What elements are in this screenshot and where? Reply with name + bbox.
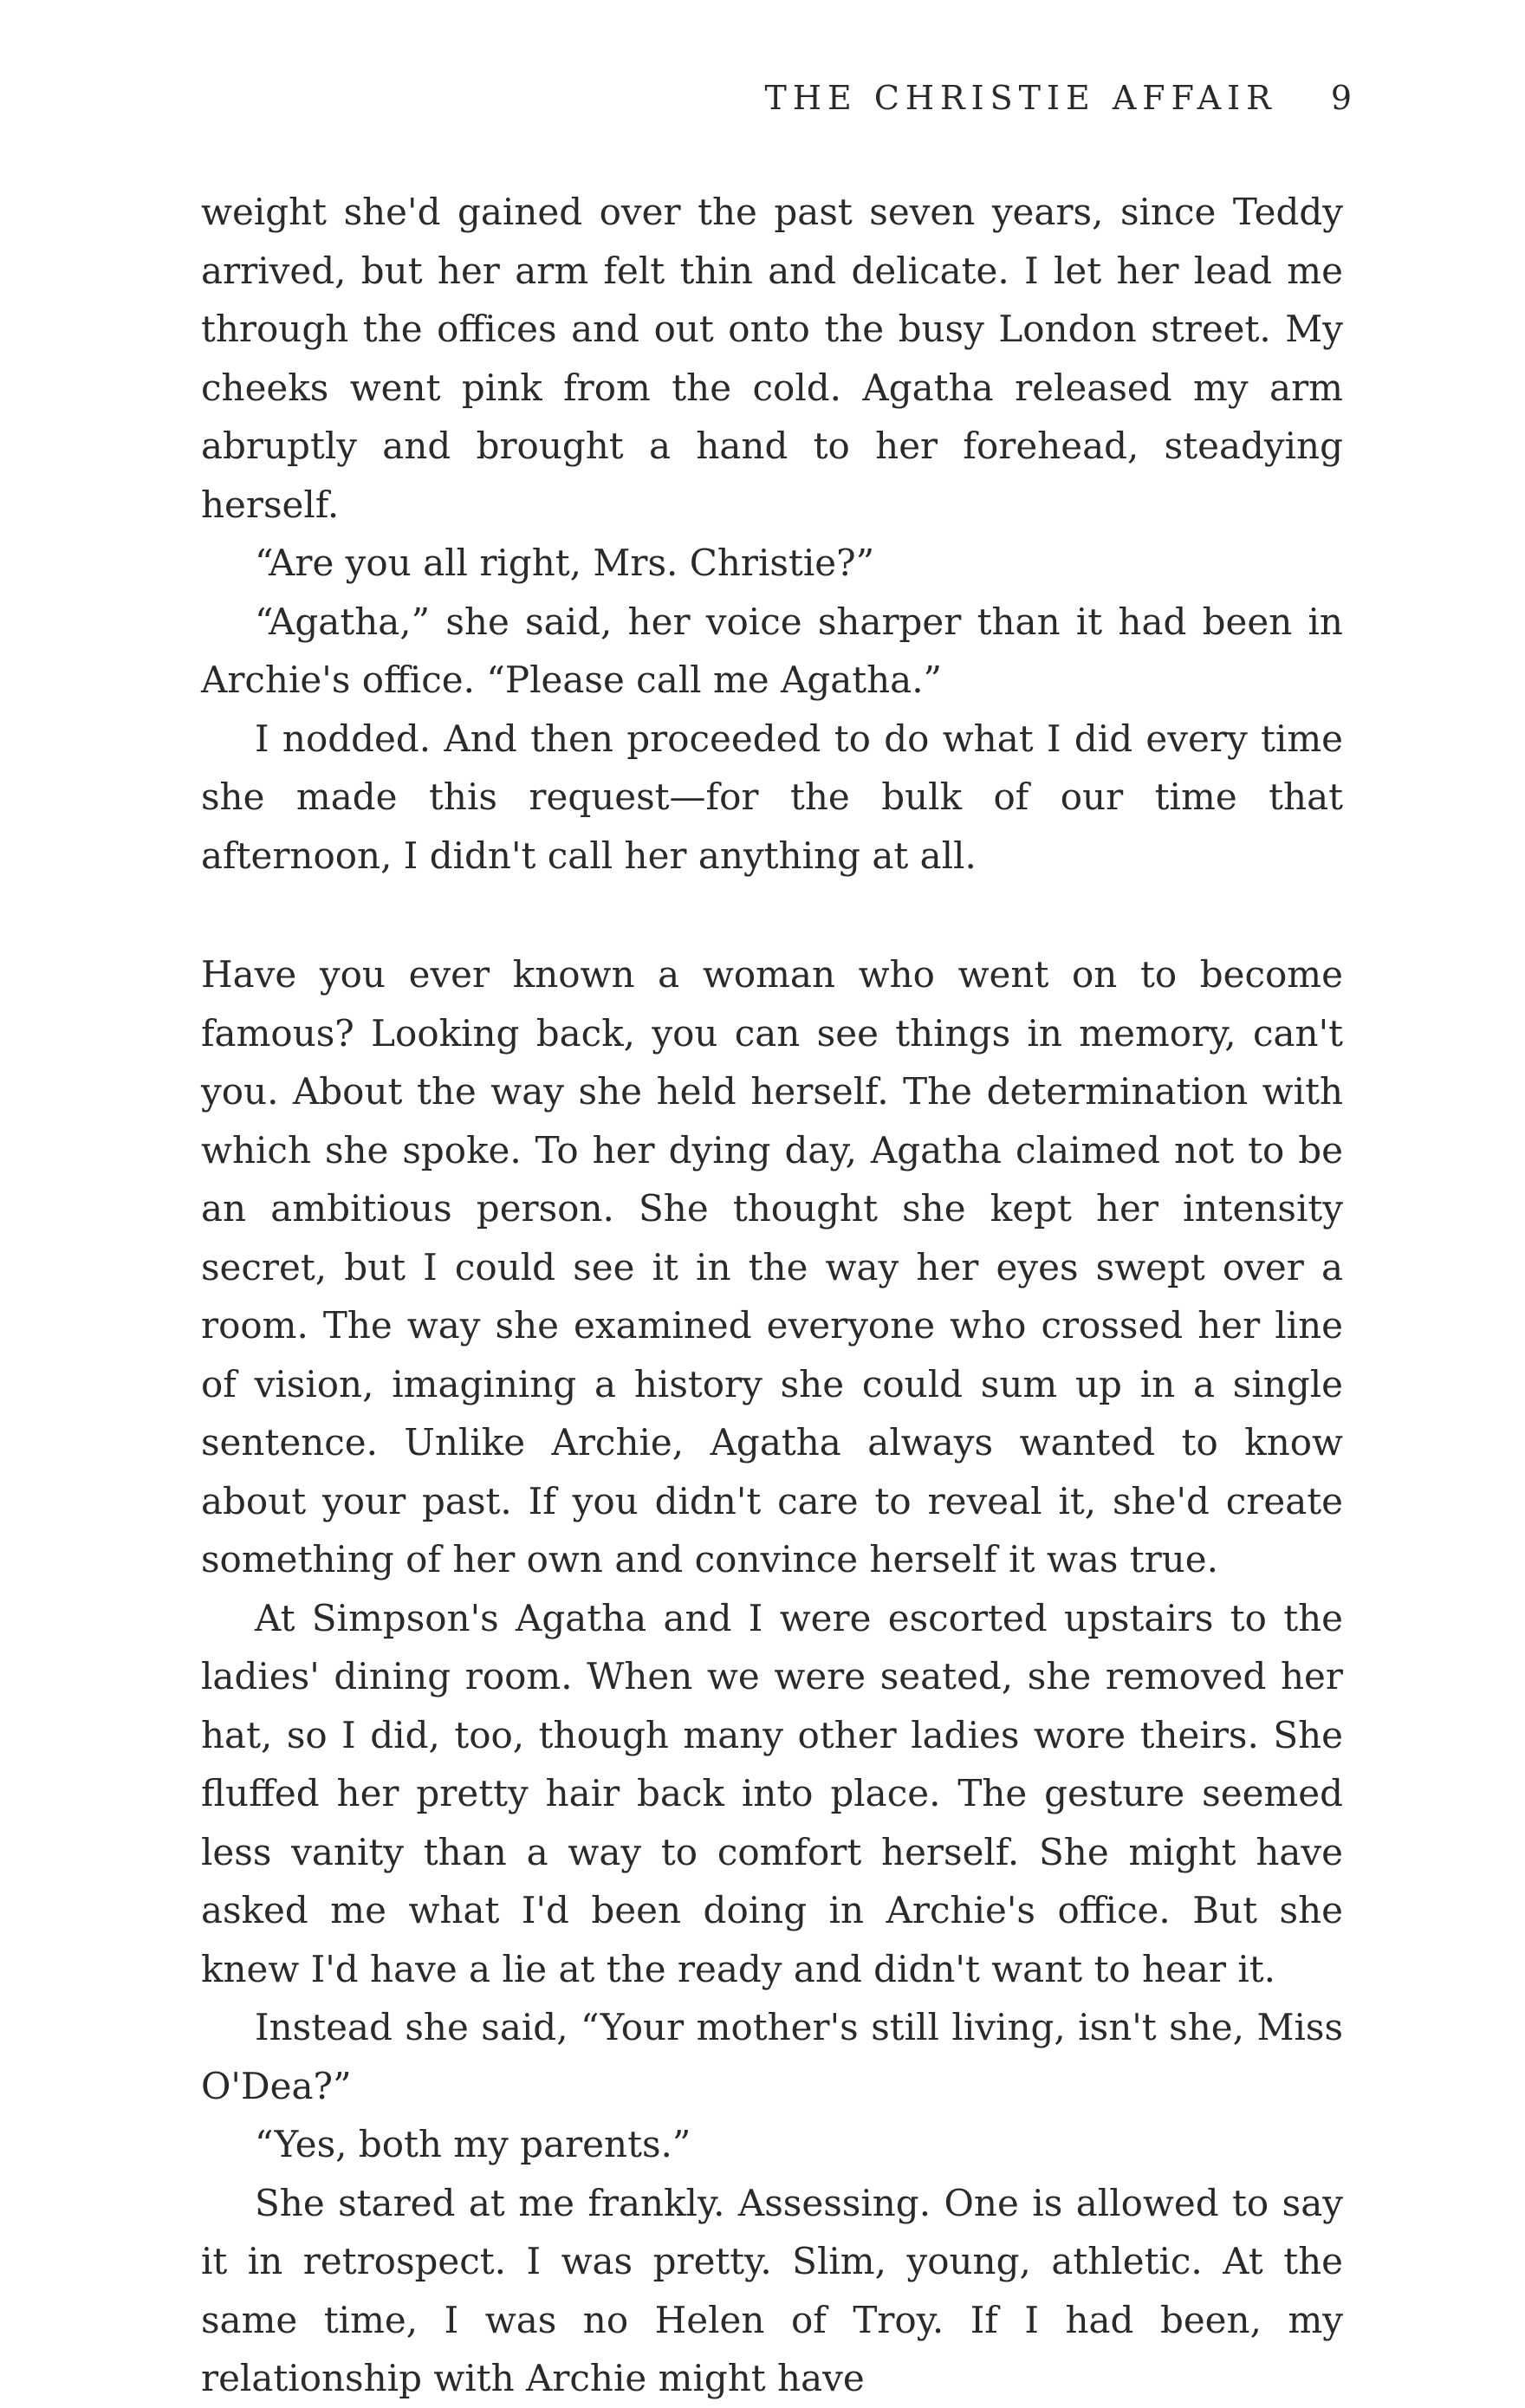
paragraph-dialogue: “Yes, both my parents.”: [255, 2123, 691, 2165]
text-section-2: [201, 945, 1343, 2408]
paragraph: At Simpson's Agatha and I were escorted upstairs to the ladies' dining room. When we were seated, she removed her hat, so I did, too, though many other ladies wore theirs. She fluffed her pretty hair back into place. The gesture seemed less vanity than a way to comfort herself. She might have asked me what I'd been doing in Archie's office. But she knew I'd have a lie at the ready and didn't want to hear it.: [201, 1596, 1343, 1990]
paragraph-continuation: weight she'd gained over the past seven years, since Teddy arrived, but her arm felt thin and delicate. I let her lead me through the offices and out onto the busy London street. My cheeks went pink from the cold. Agatha released my arm abruptly and brought a hand to her forehead, steadying herself.: [201, 191, 1343, 526]
paragraph-dialogue: Instead she said, “Your mother's still living, isn't she, Miss O'Dea?”: [201, 2006, 1343, 2107]
running-head: [693, 76, 1352, 120]
paragraph-section-opening: Have you ever known a woman who went on to become famous? Looking back, you can see things in memory, can't you. About the way she held herself. The determination with which she spoke. To her dying day, Agatha claimed not to be an ambitious person. She thought she kept her intensity secret, but I could see it in the way her eyes swept over a room. The way she examined everyone who crossed her line of vision, imagining a history she could sum up in a single sentence. Unlike Archie, Agatha always wanted to know about your past. If you didn't care to reveal it, she'd create something of her own and convince herself it was true.: [201, 953, 1343, 1580]
page-number: 9: [1330, 79, 1352, 117]
paragraph-dialogue: “Are you all right, Mrs. Christie?”: [255, 542, 875, 584]
running-title: THE CHRISTIE AFFAIR: [764, 79, 1277, 117]
paragraph: She stared at me frankly. Assessing. One is allowed to say it in retrospect. I was pretty. Slim, young, athletic. At the same time, I was no Helen of Troy. If I had been, my relationship with Archie might have: [201, 2181, 1343, 2399]
paragraph-dialogue: “Agatha,” she said, her voice sharper than it had been in Archie's office. “Please call me Agatha.”: [201, 600, 1343, 701]
text-section-1: [201, 183, 1343, 885]
paragraph: I nodded. And then proceeded to do what I did every time she made this request—for the bulk of our time that afternoon, I didn't call her anything at all.: [201, 717, 1343, 877]
